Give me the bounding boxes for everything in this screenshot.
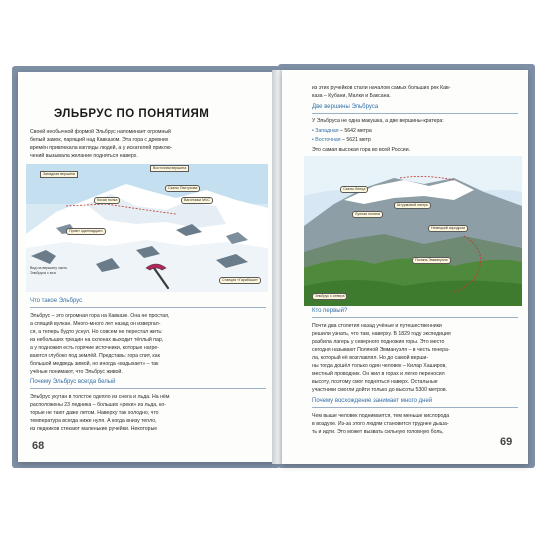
- top-line: из этих ручейков стали началом самых больших рек Кав-: [312, 85, 451, 91]
- label-kosaya-shelf: Косая полка: [94, 197, 120, 204]
- section-underline: [312, 317, 518, 318]
- section1-line: ваются глубоко под землёй. Представь: гора спит, как: [30, 353, 160, 359]
- section1-line: а спящий вулкан. Много-много лет назад он извергал-: [30, 321, 161, 327]
- section2-line: решили узнать, что там, наверху. В 1829 году экспедиция: [312, 331, 451, 337]
- peak-east-name: Восточная: [315, 137, 341, 143]
- section-heading-why-white: Почему Эльбрус всегда белый: [30, 379, 116, 385]
- label-german-airfield: Немецкий аэродром: [428, 225, 468, 232]
- section1-line: ся, а теперь будто уснул. Но совсем не перестал жить:: [30, 329, 163, 335]
- peak-west: • Западная – 5642 метра: [312, 128, 372, 134]
- page-number-right: 69: [500, 436, 513, 448]
- section2-line: торые не тают даже летом. Наверху так холодно, что: [30, 410, 159, 416]
- label-assault-camp: Штурмовой лагерь: [394, 202, 431, 209]
- section-heading-two-peaks: Две вершины Эльбруса: [312, 104, 379, 110]
- section2-line: ла, который её возглавлял. Но до самой верши-: [312, 355, 429, 361]
- left-page: [18, 72, 276, 462]
- intro-line: белый замок, парящий над Кавказом. Эта гора с древних: [30, 137, 169, 143]
- section1-line: а у подножия есть горячие источники, которые нагре-: [30, 345, 159, 351]
- right-page: [282, 70, 528, 464]
- section3-line: ть и идти. Это может вызвать сильную головную боль,: [312, 429, 444, 435]
- label-west-peak: Западная вершина: [40, 171, 78, 178]
- section2-line: сегодня называют Поляной Эммануэля – в честь генера-: [312, 347, 450, 353]
- peak-east-height: – 5621 метр: [342, 137, 371, 143]
- peak-west-height: – 5642 метра: [340, 128, 372, 134]
- section-underline: [312, 113, 518, 114]
- section2-line: местный проводник. Он жил в горах и легко переносил: [312, 371, 445, 377]
- section2-line: расположены 23 ледника – больших «реки» из льда, ко-: [30, 402, 166, 408]
- section2-line: высоту, поэтому смог подняться наверх. Остальные: [312, 379, 438, 385]
- label-mchs-wagons: Вагончики МЧС: [181, 197, 213, 204]
- label-lenz-rocks: Скалы Ленца: [340, 186, 368, 193]
- section2-line: Эльбрус укутан в толстое одеяло из снега и льда. На нём: [30, 394, 170, 400]
- section-underline: [30, 307, 266, 308]
- peaks-outro: Это самая высокая гора во всей России.: [312, 147, 411, 153]
- section3-line: Чем выше человек поднимается, тем меньше кислорода: [312, 413, 450, 419]
- section-heading-who-first: Кто первый?: [312, 308, 348, 314]
- label-emmanuel-glade: Поляна Эммануэля: [412, 257, 451, 264]
- section1-line: учёные понимают, что Эльбрус живой.: [30, 369, 123, 375]
- section2-line: разбила лагерь у северного подножия горы. Это место: [312, 339, 445, 345]
- label-pastukhov-rocks: Скалы Пастухова: [165, 185, 200, 192]
- section2-line: ны тогда дошёл только один человек – Килар Хаширов,: [312, 363, 447, 369]
- label-elbrus-north: Эльбрус с севера: [312, 293, 347, 300]
- section2-line: Почти два столетия назад учёные и путешественники: [312, 323, 442, 329]
- top-line: каза – Кубани, Малки и Баксана.: [312, 93, 391, 99]
- section1-line: Эльбрус – это огромная гора на Кавказе. Она не простая,: [30, 313, 170, 319]
- section-underline: [30, 388, 266, 389]
- section3-line: в воздухе. Из-за этого людям становится труднее дыша-: [312, 421, 449, 427]
- peak-east: • Восточная – 5621 метр: [312, 137, 371, 143]
- intro-line: Своей необычной формой Эльбрус напоминает огромный: [30, 129, 171, 135]
- peak-west-name: Западная: [315, 128, 339, 134]
- intro-line: чений вызывала желание подняться наверх.: [30, 153, 138, 159]
- section-underline: [312, 407, 518, 408]
- section-heading-why-many-days: Почему восхождение занимает много дней: [312, 398, 433, 404]
- page-number-left: 68: [32, 440, 45, 452]
- peaks-intro: У Эльбруса не одна макушка, а две вершины-кратера:: [312, 118, 444, 124]
- section1-line: из небольших трещин на склонах выходит тёплый пар,: [30, 337, 164, 343]
- label-east-peak: Восточная вершина: [150, 165, 189, 172]
- elbrus-north-illustration: [304, 156, 522, 306]
- label-garabashi-station: Станция «Гарабаши»: [219, 277, 261, 284]
- label-priyut-11: Приют одиннадцати: [66, 228, 106, 235]
- section2-line: температура всегда ниже нуля. А когда внизу тепло,: [30, 418, 157, 424]
- label-lunar-glade: Лунная поляна: [352, 211, 383, 218]
- left-page-title: ЭЛЬБРУС ПО ПОНЯТИЯМ: [54, 108, 210, 120]
- label-south-view: Вид на вершину часть Эльбруса с юга: [30, 266, 68, 275]
- intro-line: времён привлекала взгляды людей, а у искателей приклю-: [30, 145, 173, 151]
- section-heading-what-is-elbrus: Что такое Эльбрус: [30, 298, 83, 304]
- section2-line: участники смогли дойти только до высоты 5300 метров.: [312, 387, 448, 393]
- section2-line: из ледников стекают маленькие ручейки. Некоторые: [30, 426, 158, 432]
- section1-line: большой медведь зимой, но иногда «вздыхает» – так: [30, 361, 159, 367]
